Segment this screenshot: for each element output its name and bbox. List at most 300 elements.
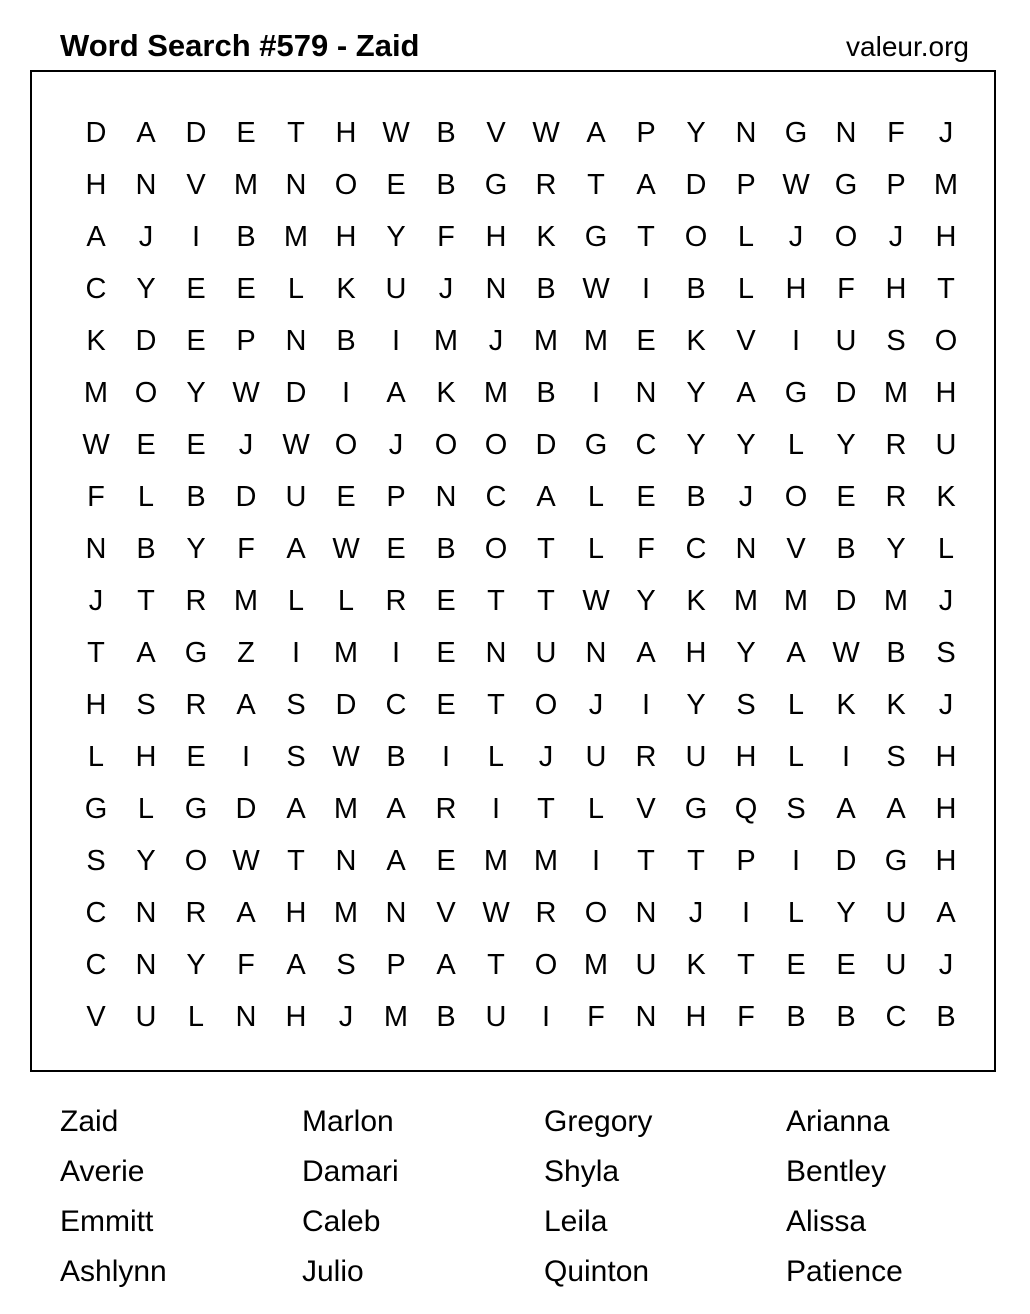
grid-letter: C (385, 688, 407, 721)
grid-letter: M (233, 584, 259, 617)
grid-letter: K (686, 324, 706, 357)
grid-letter: H (485, 220, 507, 253)
grid-letter: M (933, 168, 959, 201)
grid-letter: Y (686, 376, 706, 409)
grid-letter: G (684, 792, 708, 825)
grid-letter: C (885, 1000, 907, 1033)
grid-letter: B (686, 272, 706, 305)
grid-letter: B (436, 116, 456, 149)
grid-letter: T (487, 688, 505, 721)
grid-letter: N (435, 480, 457, 513)
word-list-item: Damari (302, 1155, 399, 1188)
grid-letter: J (488, 324, 504, 357)
letter-grid (71, 107, 971, 1043)
grid-letter: T (537, 792, 555, 825)
grid-letter: I (341, 376, 351, 409)
grid-letter: D (185, 116, 207, 149)
grid-letter: J (438, 272, 454, 305)
word-list-item: Averie (60, 1155, 145, 1188)
grid-letter: U (285, 480, 307, 513)
grid-letter: T (587, 168, 605, 201)
grid-letter: P (736, 168, 756, 201)
grid-letter: H (785, 272, 807, 305)
grid-letter: I (191, 220, 201, 253)
grid-letter: R (385, 584, 407, 617)
grid-letter: W (382, 116, 410, 149)
grid-letter: H (885, 272, 907, 305)
grid-letter: N (135, 168, 157, 201)
grid-letter: G (784, 376, 808, 409)
grid-letter: S (286, 688, 306, 721)
grid-letter: E (186, 428, 206, 461)
grid-letter: W (232, 844, 260, 877)
grid-letter: D (235, 792, 257, 825)
grid-letter: O (134, 376, 158, 409)
grid-letter: B (536, 376, 556, 409)
grid-letter: Y (886, 532, 906, 565)
grid-letter: F (237, 948, 255, 981)
grid-letter: M (333, 896, 359, 929)
grid-letter: B (836, 532, 856, 565)
grid-letter: R (885, 428, 907, 461)
grid-letter: N (735, 532, 757, 565)
grid-letter: M (883, 376, 909, 409)
grid-letter: T (737, 948, 755, 981)
grid-letter: L (737, 272, 755, 305)
grid-letter: J (938, 116, 954, 149)
grid-letter: G (184, 792, 208, 825)
grid-letter: E (136, 428, 156, 461)
grid-letter: M (483, 844, 509, 877)
grid-letter: T (487, 948, 505, 981)
grid-letter: V (486, 116, 506, 149)
grid-letter: I (541, 1000, 551, 1033)
grid-letter: N (285, 168, 307, 201)
grid-letter: E (236, 272, 256, 305)
grid-letter: S (936, 636, 956, 669)
grid-letter: Y (636, 584, 656, 617)
grid-letter: Y (386, 220, 406, 253)
grid-letter: A (436, 948, 456, 981)
grid-letter: O (334, 168, 358, 201)
grid-letter: A (636, 168, 656, 201)
grid-letter: G (484, 168, 508, 201)
grid-letter: K (686, 584, 706, 617)
grid-letter: K (536, 220, 556, 253)
grid-letter: T (487, 584, 505, 617)
grid-letter: B (436, 1000, 456, 1033)
grid-letter: B (436, 532, 456, 565)
grid-letter: L (287, 272, 305, 305)
grid-letter: E (836, 480, 856, 513)
grid-letter: N (85, 532, 107, 565)
grid-letter: B (886, 636, 906, 669)
grid-letter: I (791, 324, 801, 357)
grid-letter: J (688, 896, 704, 929)
grid-letter: T (637, 220, 655, 253)
grid-letter: J (938, 688, 954, 721)
grid-letter: T (137, 584, 155, 617)
grid-letter: L (337, 584, 355, 617)
grid-letter: A (136, 116, 156, 149)
grid-letter: I (291, 636, 301, 669)
grid-letter: I (641, 688, 651, 721)
grid-letter: C (85, 948, 107, 981)
grid-letter: H (935, 220, 957, 253)
grid-letter: V (186, 168, 206, 201)
grid-letter: P (736, 844, 756, 877)
grid-letter: A (836, 792, 856, 825)
grid-letter: A (86, 220, 106, 253)
word-list-item: Caleb (302, 1205, 381, 1238)
grid-letter: P (636, 116, 656, 149)
grid-letter: U (135, 1000, 157, 1033)
grid-letter: G (84, 792, 108, 825)
grid-letter: H (935, 376, 957, 409)
grid-letter: L (737, 220, 755, 253)
word-list-item: Julio (302, 1255, 364, 1288)
grid-letter: I (491, 792, 501, 825)
grid-letter: O (934, 324, 958, 357)
grid-letter: Z (237, 636, 255, 669)
grid-letter: J (338, 1000, 354, 1033)
grid-letter: C (485, 480, 507, 513)
grid-letter: V (436, 896, 456, 929)
grid-letter: J (938, 584, 954, 617)
grid-letter: Y (186, 532, 206, 565)
grid-letter: N (835, 116, 857, 149)
word-list-item: Patience (786, 1255, 903, 1288)
grid-letter: Y (736, 428, 756, 461)
grid-letter: K (86, 324, 106, 357)
grid-letter: F (637, 532, 655, 565)
grid-letter: N (485, 272, 507, 305)
puzzle-frame (30, 70, 996, 1072)
word-list-item: Ashlynn (60, 1255, 167, 1288)
grid-letter: A (786, 636, 806, 669)
grid-letter: M (333, 792, 359, 825)
grid-letter: N (135, 948, 157, 981)
grid-letter: M (483, 376, 509, 409)
grid-letter: I (441, 740, 451, 773)
grid-letter: M (433, 324, 459, 357)
word-list-item: Leila (544, 1205, 608, 1238)
grid-letter: U (585, 740, 607, 773)
grid-letter: L (937, 532, 955, 565)
word-list (60, 1097, 1028, 1297)
grid-letter: H (935, 792, 957, 825)
grid-letter: E (186, 324, 206, 357)
grid-letter: H (935, 844, 957, 877)
grid-letter: U (935, 428, 957, 461)
grid-letter: T (687, 844, 705, 877)
grid-letter: D (685, 168, 707, 201)
grid-letter: D (135, 324, 157, 357)
grid-letter: E (786, 948, 806, 981)
word-list-item: Zaid (60, 1105, 119, 1138)
grid-letter: F (837, 272, 855, 305)
grid-letter: R (635, 740, 657, 773)
grid-letter: Y (136, 272, 156, 305)
grid-letter: F (237, 532, 255, 565)
grid-letter: T (287, 844, 305, 877)
grid-letter: H (685, 1000, 707, 1033)
grid-letter: B (836, 1000, 856, 1033)
grid-letter: Q (734, 792, 758, 825)
grid-letter: A (236, 688, 256, 721)
grid-letter: O (684, 220, 708, 253)
grid-letter: K (886, 688, 906, 721)
grid-letter: E (186, 272, 206, 305)
grid-letter: N (635, 1000, 657, 1033)
grid-letter: J (538, 740, 554, 773)
grid-letter: F (587, 1000, 605, 1033)
grid-letter: W (782, 168, 810, 201)
grid-letter: B (686, 480, 706, 513)
grid-letter: S (286, 740, 306, 773)
grid-letter: L (587, 792, 605, 825)
grid-letter: L (187, 1000, 205, 1033)
grid-letter: B (336, 324, 356, 357)
grid-letter: O (784, 480, 808, 513)
grid-letter: D (835, 844, 857, 877)
grid-letter: P (886, 168, 906, 201)
grid-letter: D (285, 376, 307, 409)
grid-letter: O (334, 428, 358, 461)
grid-letter: F (887, 116, 905, 149)
grid-letter: B (186, 480, 206, 513)
grid-letter: A (636, 636, 656, 669)
grid-letter: L (787, 688, 805, 721)
grid-letter: N (735, 116, 757, 149)
grid-letter: H (335, 116, 357, 149)
grid-letter: L (487, 740, 505, 773)
grid-letter: D (85, 116, 107, 149)
grid-letter: A (286, 948, 306, 981)
grid-letter: S (886, 740, 906, 773)
grid-letter: W (582, 272, 610, 305)
grid-letter: Y (736, 636, 756, 669)
grid-letter: N (335, 844, 357, 877)
grid-letter: K (336, 272, 356, 305)
grid-letter: O (534, 688, 558, 721)
grid-letter: O (834, 220, 858, 253)
grid-letter: N (285, 324, 307, 357)
grid-letter: P (386, 480, 406, 513)
grid-letter: W (332, 532, 360, 565)
grid-letter: W (482, 896, 510, 929)
grid-letter: H (85, 168, 107, 201)
grid-letter: W (282, 428, 310, 461)
grid-letter: F (437, 220, 455, 253)
grid-letter: H (285, 1000, 307, 1033)
grid-letter: Y (836, 896, 856, 929)
grid-letter: T (637, 844, 655, 877)
grid-letter: E (386, 532, 406, 565)
grid-letter: H (935, 740, 957, 773)
grid-letter: J (738, 480, 754, 513)
grid-letter: G (584, 428, 608, 461)
grid-letter: D (335, 688, 357, 721)
word-list-item: Shyla (544, 1155, 620, 1188)
grid-letter: C (635, 428, 657, 461)
grid-letter: U (635, 948, 657, 981)
grid-letter: F (737, 1000, 755, 1033)
grid-letter: I (641, 272, 651, 305)
grid-letter: V (786, 532, 806, 565)
grid-letter: C (85, 272, 107, 305)
grid-letter: J (88, 584, 104, 617)
grid-letter: M (583, 948, 609, 981)
grid-letter: M (533, 324, 559, 357)
word-list-item: Arianna (786, 1105, 890, 1138)
grid-letter: Y (186, 948, 206, 981)
grid-letter: H (735, 740, 757, 773)
grid-letter: I (591, 844, 601, 877)
grid-letter: B (936, 1000, 956, 1033)
grid-letter: A (536, 480, 556, 513)
grid-letter: K (836, 688, 856, 721)
grid-letter: J (888, 220, 904, 253)
grid-letter: Y (836, 428, 856, 461)
grid-letter: H (135, 740, 157, 773)
grid-letter: Y (686, 688, 706, 721)
grid-letter: K (436, 376, 456, 409)
grid-letter: G (884, 844, 908, 877)
grid-letter: R (435, 792, 457, 825)
grid-letter: E (336, 480, 356, 513)
grid-letter: R (185, 896, 207, 929)
grid-letter: D (235, 480, 257, 513)
grid-letter: J (588, 688, 604, 721)
grid-letter: I (741, 896, 751, 929)
grid-letter: N (635, 376, 657, 409)
grid-letter: E (436, 844, 456, 877)
grid-letter: A (736, 376, 756, 409)
word-list-item: Bentley (786, 1155, 887, 1188)
grid-letter: T (87, 636, 105, 669)
grid-letter: S (136, 688, 156, 721)
grid-letter: J (788, 220, 804, 253)
grid-letter: J (938, 948, 954, 981)
grid-letter: W (232, 376, 260, 409)
grid-letter: M (233, 168, 259, 201)
grid-letter: M (83, 376, 109, 409)
grid-letter: U (535, 636, 557, 669)
grid-letter: C (85, 896, 107, 929)
grid-letter: H (685, 636, 707, 669)
grid-letter: O (484, 428, 508, 461)
grid-letter: G (834, 168, 858, 201)
grid-letter: B (786, 1000, 806, 1033)
grid-letter: N (235, 1000, 257, 1033)
grid-letter: H (85, 688, 107, 721)
grid-letter: H (285, 896, 307, 929)
grid-letter: R (185, 584, 207, 617)
grid-letter: K (686, 948, 706, 981)
grid-letter: U (685, 740, 707, 773)
grid-letter: E (186, 740, 206, 773)
grid-letter: O (434, 428, 458, 461)
grid-letter: V (736, 324, 756, 357)
grid-letter: U (385, 272, 407, 305)
grid-letter: I (241, 740, 251, 773)
grid-letter: A (586, 116, 606, 149)
grid-letter: L (787, 896, 805, 929)
grid-letter: R (185, 688, 207, 721)
grid-letter: M (783, 584, 809, 617)
word-list-item: Emmitt (60, 1205, 154, 1238)
grid-letter: W (582, 584, 610, 617)
grid-letter: U (885, 896, 907, 929)
word-list-item: Quinton (544, 1255, 650, 1288)
grid-letter: A (286, 792, 306, 825)
grid-letter: J (138, 220, 154, 253)
grid-letter: A (136, 636, 156, 669)
grid-letter: L (587, 480, 605, 513)
grid-letter: G (584, 220, 608, 253)
grid-letter: E (636, 480, 656, 513)
grid-letter: O (584, 896, 608, 929)
grid-letter: S (886, 324, 906, 357)
grid-letter: A (236, 896, 256, 929)
grid-letter: D (835, 376, 857, 409)
grid-letter: R (535, 896, 557, 929)
grid-letter: N (385, 896, 407, 929)
grid-letter: W (532, 116, 560, 149)
grid-letter: P (236, 324, 256, 357)
grid-letter: N (135, 896, 157, 929)
grid-letter: I (791, 844, 801, 877)
grid-letter: V (86, 1000, 106, 1033)
grid-letter: E (386, 168, 406, 201)
grid-letter: E (436, 584, 456, 617)
grid-letter: N (635, 896, 657, 929)
word-list-item: Gregory (544, 1105, 653, 1138)
grid-letter: L (787, 428, 805, 461)
grid-letter: T (537, 584, 555, 617)
grid-letter: B (386, 740, 406, 773)
grid-letter: M (283, 220, 309, 253)
grid-letter: B (536, 272, 556, 305)
grid-letter: M (583, 324, 609, 357)
grid-letter: I (391, 324, 401, 357)
grid-letter: M (533, 844, 559, 877)
grid-letter: S (736, 688, 756, 721)
grid-letter: D (535, 428, 557, 461)
grid-letter: Y (136, 844, 156, 877)
grid-letter: S (786, 792, 806, 825)
grid-letter: N (485, 636, 507, 669)
grid-letter: S (336, 948, 356, 981)
grid-letter: W (332, 740, 360, 773)
grid-letter: A (936, 896, 956, 929)
grid-letter: R (885, 480, 907, 513)
page-title: Word Search #579 - Zaid (60, 28, 420, 63)
grid-letter: W (832, 636, 860, 669)
grid-letter: V (636, 792, 656, 825)
grid-letter: M (733, 584, 759, 617)
grid-letter: A (286, 532, 306, 565)
grid-letter: F (87, 480, 105, 513)
grid-letter: T (937, 272, 955, 305)
grid-letter: C (685, 532, 707, 565)
grid-letter: U (485, 1000, 507, 1033)
word-list-item: Alissa (786, 1205, 867, 1238)
grid-letter: I (841, 740, 851, 773)
grid-letter: H (335, 220, 357, 253)
grid-letter: O (534, 948, 558, 981)
